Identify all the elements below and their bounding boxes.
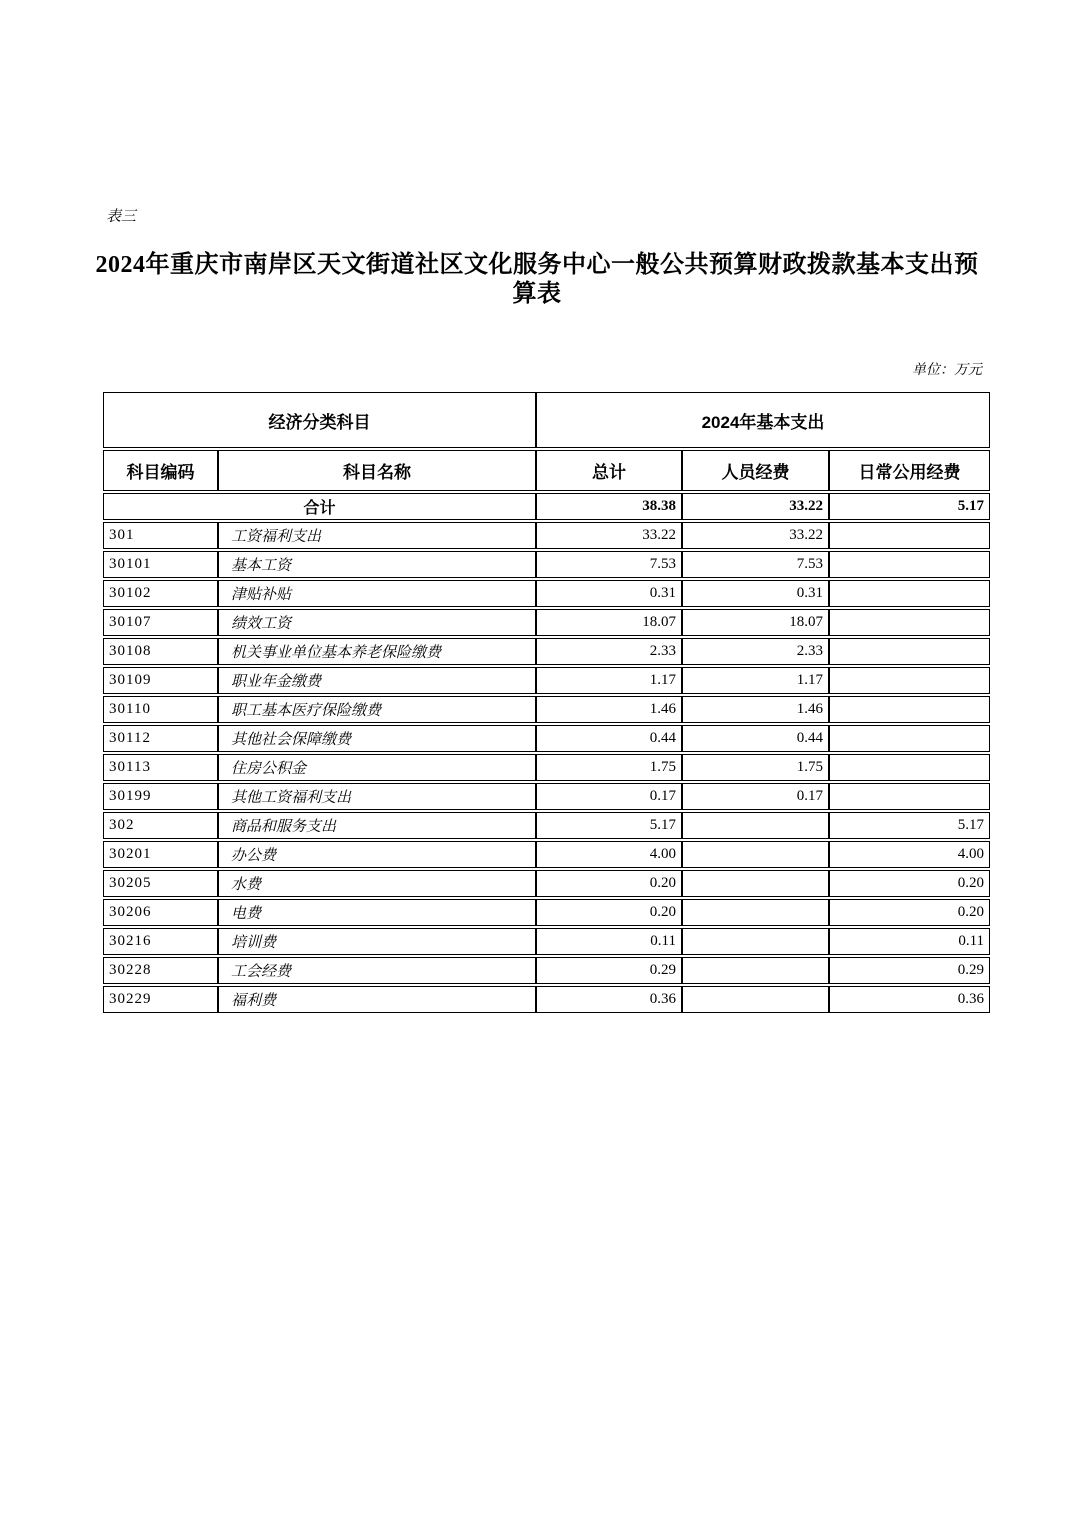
- group-header-row: [103, 392, 990, 448]
- subject-code: 30102: [103, 580, 218, 607]
- table-label: 表三: [106, 209, 137, 225]
- subject-name: 住房公积金: [218, 754, 536, 781]
- total-value: 0.20: [536, 870, 682, 897]
- table-row: [103, 551, 990, 578]
- daily-public-value: [829, 696, 990, 723]
- daily-public-value: 0.20: [829, 870, 990, 897]
- unit-note: 单位：万元: [912, 363, 982, 378]
- subject-code: 30108: [103, 638, 218, 665]
- table-row: [103, 580, 990, 607]
- personnel-value: 0.17: [682, 783, 829, 810]
- total-value: 1.17: [536, 667, 682, 694]
- table-row: [103, 928, 990, 955]
- subject-name: 职工基本医疗保险缴费: [218, 696, 536, 723]
- subject-code: 30206: [103, 899, 218, 926]
- table-row: [103, 754, 990, 781]
- personnel-value: 0.31: [682, 580, 829, 607]
- total-value: 33.22: [536, 522, 682, 549]
- subject-name: 商品和服务支出: [218, 812, 536, 839]
- subject-code: 30107: [103, 609, 218, 636]
- personnel-value: [682, 899, 829, 926]
- subject-code: 30216: [103, 928, 218, 955]
- daily-public-value: [829, 667, 990, 694]
- total-value: 0.31: [536, 580, 682, 607]
- daily-public-value: 0.20: [829, 899, 990, 926]
- page-title-line2: 算表: [512, 281, 562, 307]
- subject-name: 绩效工资: [218, 609, 536, 636]
- table-row: [103, 725, 990, 752]
- page-title: [47, 251, 1027, 309]
- subject-name: 福利费: [218, 986, 536, 1013]
- personnel-value: [682, 986, 829, 1013]
- total-value: 0.20: [536, 899, 682, 926]
- column-header-subject-code: 科目编码: [103, 450, 218, 491]
- daily-public-value: [829, 609, 990, 636]
- personnel-value: [682, 870, 829, 897]
- total-row-total-value: 38.38: [536, 493, 682, 520]
- subject-code: 30110: [103, 696, 218, 723]
- table-row: [103, 609, 990, 636]
- personnel-value: [682, 841, 829, 868]
- daily-public-value: [829, 638, 990, 665]
- subject-code: 30112: [103, 725, 218, 752]
- total-value: 0.44: [536, 725, 682, 752]
- subject-name: 机关事业单位基本养老保险缴费: [218, 638, 536, 665]
- total-value: 1.75: [536, 754, 682, 781]
- daily-public-value: [829, 551, 990, 578]
- subject-code: 30109: [103, 667, 218, 694]
- page-title-line1: 2024年重庆市南岸区天文街道社区文化服务中心一般公共预算财政拨款基本支出预: [95, 252, 979, 278]
- subject-name: 工资福利支出: [218, 522, 536, 549]
- daily-public-value: [829, 522, 990, 549]
- subject-name: 职业年金缴费: [218, 667, 536, 694]
- total-row: [103, 493, 990, 520]
- table-row: [103, 986, 990, 1013]
- personnel-value: 1.17: [682, 667, 829, 694]
- total-row-label: 合计: [103, 493, 536, 520]
- personnel-value: 1.46: [682, 696, 829, 723]
- subject-name: 工会经费: [218, 957, 536, 984]
- table-row: [103, 870, 990, 897]
- subject-code: 30228: [103, 957, 218, 984]
- header-economic-classification: 经济分类科目: [103, 392, 536, 448]
- table-row: [103, 638, 990, 665]
- table-body: [103, 493, 990, 1013]
- personnel-value: 7.53: [682, 551, 829, 578]
- personnel-value: 18.07: [682, 609, 829, 636]
- total-value: 7.53: [536, 551, 682, 578]
- column-header-daily-public-funds: 日常公用经费: [829, 450, 990, 491]
- personnel-value: [682, 812, 829, 839]
- table-row: [103, 522, 990, 549]
- subject-name: 基本工资: [218, 551, 536, 578]
- subject-code: 301: [103, 522, 218, 549]
- daily-public-value: 0.36: [829, 986, 990, 1013]
- daily-public-value: [829, 783, 990, 810]
- subject-code: 30199: [103, 783, 218, 810]
- total-value: 18.07: [536, 609, 682, 636]
- subject-code: 30101: [103, 551, 218, 578]
- column-header-row: [103, 450, 990, 491]
- total-row-personnel-value: 33.22: [682, 493, 829, 520]
- total-value: 2.33: [536, 638, 682, 665]
- subject-name: 水费: [218, 870, 536, 897]
- total-value: 1.46: [536, 696, 682, 723]
- table-row: [103, 696, 990, 723]
- total-value: 0.11: [536, 928, 682, 955]
- total-row-daily-value: 5.17: [829, 493, 990, 520]
- table-row: [103, 667, 990, 694]
- table-row: [103, 957, 990, 984]
- daily-public-value: [829, 725, 990, 752]
- table-row: [103, 841, 990, 868]
- subject-code: 30201: [103, 841, 218, 868]
- column-header-total: 总计: [536, 450, 682, 491]
- total-value: 4.00: [536, 841, 682, 868]
- personnel-value: 2.33: [682, 638, 829, 665]
- subject-code: 30205: [103, 870, 218, 897]
- total-value: 0.29: [536, 957, 682, 984]
- daily-public-value: [829, 580, 990, 607]
- daily-public-value: 5.17: [829, 812, 990, 839]
- personnel-value: 33.22: [682, 522, 829, 549]
- table-row: [103, 783, 990, 810]
- personnel-value: [682, 957, 829, 984]
- daily-public-value: 0.29: [829, 957, 990, 984]
- column-header-subject-name: 科目名称: [218, 450, 536, 491]
- personnel-value: [682, 928, 829, 955]
- subject-name: 其他工资福利支出: [218, 783, 536, 810]
- total-value: 5.17: [536, 812, 682, 839]
- column-header-personnel-funds: 人员经费: [682, 450, 829, 491]
- subject-code: 30113: [103, 754, 218, 781]
- total-value: 0.17: [536, 783, 682, 810]
- subject-name: 电费: [218, 899, 536, 926]
- subject-name: 其他社会保障缴费: [218, 725, 536, 752]
- subject-name: 津贴补贴: [218, 580, 536, 607]
- subject-code: 30229: [103, 986, 218, 1013]
- subject-name: 办公费: [218, 841, 536, 868]
- table-row: [103, 899, 990, 926]
- total-value: 0.36: [536, 986, 682, 1013]
- subject-code: 302: [103, 812, 218, 839]
- daily-public-value: 0.11: [829, 928, 990, 955]
- budget-table: [103, 390, 990, 1015]
- table-row: [103, 812, 990, 839]
- header-2024-basic-expenditure: 2024年基本支出: [536, 392, 990, 448]
- daily-public-value: 4.00: [829, 841, 990, 868]
- daily-public-value: [829, 754, 990, 781]
- personnel-value: 0.44: [682, 725, 829, 752]
- personnel-value: 1.75: [682, 754, 829, 781]
- subject-name: 培训费: [218, 928, 536, 955]
